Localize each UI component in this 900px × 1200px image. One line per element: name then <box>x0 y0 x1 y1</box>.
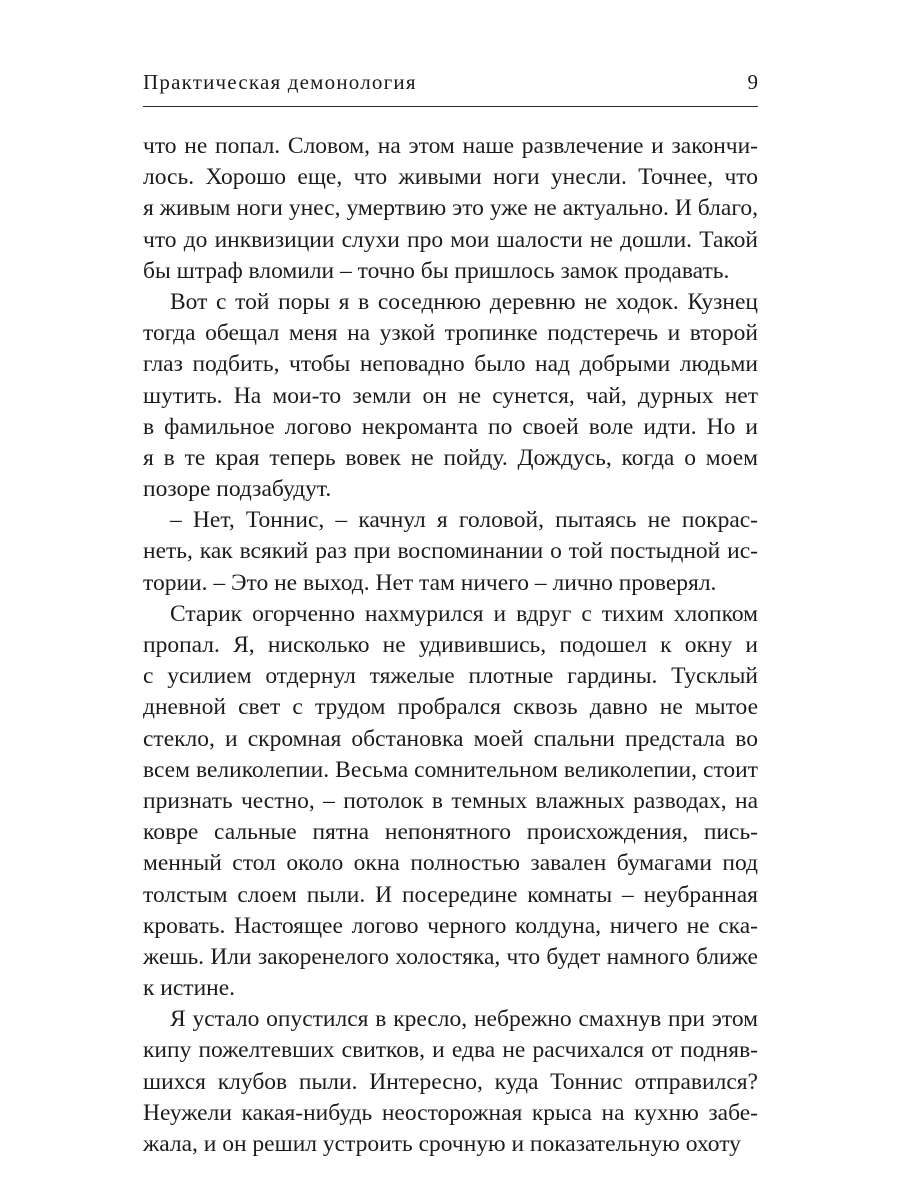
text-line: к истине. <box>143 975 236 1002</box>
text-line: глаз подбить, чтобы неповадно было над добрыми людьми <box>143 351 758 378</box>
text-line: что не попал. Словом, на этом наше развлечение и закончи- <box>143 133 758 159</box>
paragraph <box>143 1004 758 1160</box>
body-text <box>143 131 758 1160</box>
text-line: Вот с той поры я в соседнюю деревню не ходок. Кузнец <box>170 288 758 315</box>
text-line: кипу пожелтевших свитков, и едва не расчихался от подняв- <box>143 1037 758 1064</box>
text-line: я живым ноги унес, умертвию это уже не актуально. И благо, <box>143 195 758 222</box>
text-line: в фамильное логово некроманта по своей воле идти. Но и <box>143 413 758 440</box>
text-line: всем великолепии. Весьма сомнительном великолепии, стоит <box>143 756 758 783</box>
text-line: Я устало опустился в кресло, небрежно смахнув при этом <box>170 1006 758 1033</box>
text-line: тогда обещал меня на узкой тропинке подстеречь и второй <box>143 320 758 347</box>
text-line: жала, и он решил устроить срочную и показательную охоту <box>143 1131 741 1157</box>
text-line: лось. Хорошо еще, что живыми ноги унесли. Точнее, что <box>143 164 758 191</box>
paragraph <box>143 505 758 599</box>
text-line: шутить. На мои-то земли он не сунется, чай, дурных нет <box>143 382 758 409</box>
text-line: стекло, и скромная обстановка моей спальни предстала во <box>143 725 758 752</box>
text-line: менный стол около окна полностью завален бумагами под <box>143 850 758 877</box>
text-line: толстым слоем пыли. И посередине комнаты – неубранная <box>143 881 758 908</box>
text-line: Старик огорченно нахмурился и вдруг с тихим хлопком <box>170 600 758 627</box>
text-line: дневной свет с трудом пробрался сквозь давно не мытое <box>143 694 758 721</box>
paragraph <box>143 131 758 287</box>
text-line: я в те края теперь вовек не пойду. Дождусь, когда о моем <box>143 444 758 471</box>
text-line: позоре подзабудут. <box>143 476 332 503</box>
text-line: признать честно, – потолок в темных влажных разводах, на <box>143 787 758 814</box>
text-line: ковре сальные пятна непонятного происхождения, пись- <box>143 819 758 846</box>
text-line: шихся клубов пыли. Интересно, куда Тоннис отправился? <box>143 1068 758 1095</box>
running-head <box>143 70 758 100</box>
text-line: кровать. Настоящее логово черного колдуна, ничего не ска- <box>143 912 758 939</box>
text-line: пропал. Я, нисколько не удивившись, подошел к окну и <box>143 632 758 658</box>
text-line: неть, как всякий раз при воспоминании о той постыдной ис- <box>143 538 758 565</box>
text-line: – Нет, Тоннис, – качнул я головой, пытаясь не покрас- <box>170 507 758 534</box>
text-line: с усилием отдернул тяжелые плотные гардины. Тусклый <box>143 663 758 690</box>
text-line: бы штраф вломили – точно бы пришлось замок продавать. <box>143 257 730 284</box>
header-rule <box>143 106 758 107</box>
text-line: что до инквизиции слухи про мои шалости не дошли. Такой <box>143 226 758 253</box>
text-line: Неужели какая-нибудь неосторожная крыса на кухню забе- <box>143 1099 758 1126</box>
paragraph <box>143 287 758 505</box>
paragraph <box>143 599 758 1004</box>
page-number: 9 <box>747 70 758 94</box>
text-line: жешь. Или закоренелого холостяка, что будет намного ближе <box>143 943 758 970</box>
text-line: тории. – Это не выход. Нет там ничего – лично проверял. <box>143 569 717 596</box>
book-title: Практическая демонология <box>143 70 417 94</box>
